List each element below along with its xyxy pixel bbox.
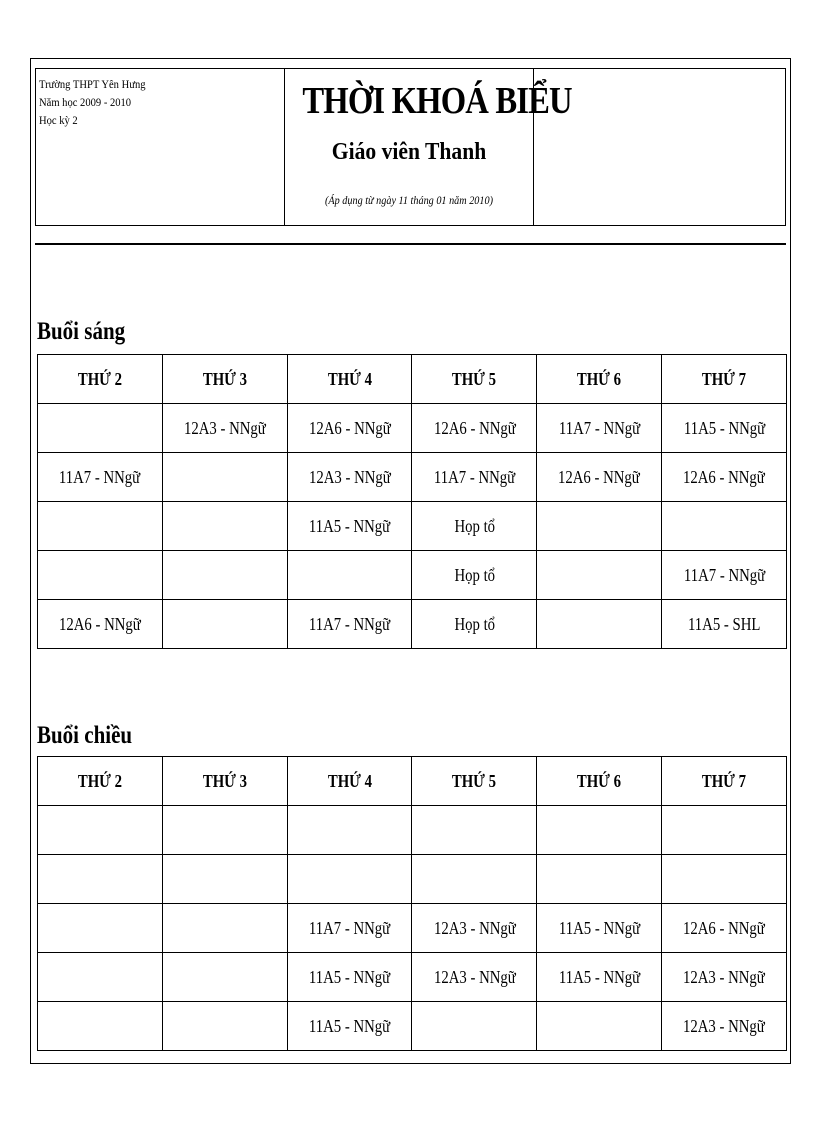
lesson-cell xyxy=(287,953,412,1002)
day-header xyxy=(537,757,662,806)
lesson-label: 12A6 - NNgữ xyxy=(433,417,516,438)
day-header xyxy=(162,757,287,806)
document-header xyxy=(35,68,786,226)
lesson-cell xyxy=(537,806,662,855)
lesson-cell xyxy=(38,600,163,649)
lesson-cell xyxy=(412,1002,537,1051)
lesson-cell xyxy=(662,600,787,649)
lesson-cell xyxy=(287,600,412,649)
school-year: Năm học 2009 - 2010 xyxy=(39,95,132,109)
lesson-cell xyxy=(662,806,787,855)
lesson-label: 11A5 - NNgữ xyxy=(308,966,391,987)
table-row xyxy=(38,1002,787,1051)
day-header xyxy=(537,355,662,404)
lesson-cell xyxy=(162,1002,287,1051)
lesson-cell xyxy=(162,404,287,453)
day-label: THỨ 6 xyxy=(577,368,622,389)
afternoon-header-row xyxy=(38,757,787,806)
lesson-cell xyxy=(162,904,287,953)
table-row xyxy=(38,453,787,502)
title-block xyxy=(285,69,572,225)
lesson-cell xyxy=(412,551,537,600)
day-header xyxy=(38,355,163,404)
lesson-cell xyxy=(662,404,787,453)
lesson-label: 11A7 - NNgữ xyxy=(308,917,391,938)
lesson-label: 11A5 - NNgữ xyxy=(558,917,640,938)
day-label: THỨ 6 xyxy=(577,770,622,791)
table-row xyxy=(38,600,787,649)
morning-section-title: Buổi sáng xyxy=(37,318,126,345)
lesson-label: 11A7 - NNgữ xyxy=(308,613,391,634)
lesson-cell xyxy=(412,904,537,953)
lesson-label: 12A3 - NNgữ xyxy=(183,417,266,438)
lesson-label: 11A7 - NNgữ xyxy=(683,564,765,585)
lesson-cell xyxy=(38,502,163,551)
day-label: THỨ 2 xyxy=(77,368,122,389)
lesson-cell xyxy=(287,551,412,600)
day-header xyxy=(412,757,537,806)
lesson-cell xyxy=(537,551,662,600)
afternoon-section-title: Buổi chiều xyxy=(37,722,133,749)
lesson-label: 12A6 - NNgữ xyxy=(308,417,391,438)
lesson-label: 12A6 - NNgữ xyxy=(683,466,765,487)
lesson-cell xyxy=(287,855,412,904)
day-header xyxy=(38,757,163,806)
lesson-cell xyxy=(662,855,787,904)
school-info xyxy=(36,69,285,225)
lesson-cell xyxy=(38,453,163,502)
table-row xyxy=(38,502,787,551)
day-label: THỨ 4 xyxy=(327,770,372,791)
day-label: THỨ 4 xyxy=(327,368,372,389)
lesson-cell xyxy=(412,806,537,855)
lesson-cell xyxy=(287,453,412,502)
day-label: THỨ 2 xyxy=(77,770,122,791)
day-label: THỨ 3 xyxy=(202,770,247,791)
day-label: THỨ 7 xyxy=(701,368,747,389)
lesson-label: 11A7 - NNgữ xyxy=(433,466,516,487)
lesson-cell xyxy=(537,855,662,904)
lesson-cell xyxy=(38,1002,163,1051)
day-label: THỨ 5 xyxy=(452,770,497,791)
lesson-cell xyxy=(287,806,412,855)
day-header xyxy=(412,355,537,404)
afternoon-timetable xyxy=(37,756,787,1051)
morning-timetable xyxy=(37,354,787,649)
lesson-cell xyxy=(537,453,662,502)
day-label: THỨ 5 xyxy=(452,368,497,389)
lesson-cell xyxy=(287,1002,412,1051)
lesson-cell xyxy=(287,904,412,953)
document-title: THỜI KHOÁ BIỂU xyxy=(302,80,572,122)
lesson-cell xyxy=(287,404,412,453)
lesson-cell xyxy=(662,953,787,1002)
header-empty-cell xyxy=(534,69,785,225)
table-row xyxy=(38,953,787,1002)
lesson-label: 12A3 - NNgữ xyxy=(683,1015,765,1036)
table-row xyxy=(38,551,787,600)
lesson-cell xyxy=(662,502,787,551)
day-header xyxy=(662,757,787,806)
lesson-cell xyxy=(38,806,163,855)
lesson-cell xyxy=(537,502,662,551)
lesson-cell xyxy=(162,855,287,904)
lesson-cell xyxy=(162,502,287,551)
lesson-label: 11A5 - SHL xyxy=(687,613,761,634)
effective-date: (Áp dụng từ ngày 11 tháng 01 năm 2010) xyxy=(324,193,493,207)
lesson-label: 12A3 - NNgữ xyxy=(308,466,391,487)
table-row xyxy=(38,404,787,453)
lesson-cell xyxy=(537,600,662,649)
lesson-cell xyxy=(162,806,287,855)
table-row xyxy=(38,806,787,855)
lesson-cell xyxy=(162,551,287,600)
lesson-label: Họp tổ xyxy=(454,564,495,585)
day-label: THỨ 7 xyxy=(701,770,747,791)
lesson-label: 12A6 - NNgữ xyxy=(683,917,765,938)
lesson-label: 11A7 - NNgữ xyxy=(558,417,640,438)
lesson-cell xyxy=(412,600,537,649)
lesson-cell xyxy=(38,551,163,600)
lesson-label: 11A7 - NNgữ xyxy=(59,466,141,487)
lesson-label: 11A5 - NNgữ xyxy=(558,966,640,987)
lesson-cell xyxy=(162,953,287,1002)
day-header xyxy=(287,355,412,404)
lesson-cell xyxy=(537,404,662,453)
lesson-cell xyxy=(412,453,537,502)
lesson-cell xyxy=(662,453,787,502)
lesson-cell xyxy=(38,855,163,904)
lesson-label: 12A3 - NNgữ xyxy=(433,917,516,938)
lesson-label: 12A6 - NNgữ xyxy=(59,613,141,634)
lesson-cell xyxy=(537,953,662,1002)
lesson-cell xyxy=(412,404,537,453)
lesson-label: Họp tổ xyxy=(454,515,495,536)
day-header xyxy=(287,757,412,806)
lesson-cell xyxy=(162,600,287,649)
lesson-cell xyxy=(38,904,163,953)
lesson-cell xyxy=(412,502,537,551)
lesson-cell xyxy=(537,904,662,953)
divider xyxy=(35,243,786,245)
lesson-cell xyxy=(287,502,412,551)
day-label: THỨ 3 xyxy=(202,368,247,389)
lesson-cell xyxy=(162,453,287,502)
lesson-cell xyxy=(662,551,787,600)
lesson-label: 12A3 - NNgữ xyxy=(433,966,516,987)
lesson-label: 11A5 - NNgữ xyxy=(683,417,765,438)
morning-header-row xyxy=(38,355,787,404)
lesson-label: 11A5 - NNgữ xyxy=(308,1015,391,1036)
table-row xyxy=(38,855,787,904)
school-term: Học kỳ 2 xyxy=(39,113,78,127)
lesson-label: 12A3 - NNgữ xyxy=(683,966,765,987)
day-header xyxy=(162,355,287,404)
lesson-cell xyxy=(412,953,537,1002)
day-header xyxy=(662,355,787,404)
lesson-cell xyxy=(662,1002,787,1051)
table-row xyxy=(38,904,787,953)
lesson-cell xyxy=(38,404,163,453)
lesson-label: 11A5 - NNgữ xyxy=(308,515,391,536)
lesson-cell xyxy=(412,855,537,904)
teacher-name: Giáo viên Thanh xyxy=(331,139,487,165)
lesson-label: 12A6 - NNgữ xyxy=(558,466,641,487)
lesson-cell xyxy=(38,953,163,1002)
lesson-cell xyxy=(537,1002,662,1051)
school-name: Trường THPT Yên Hưng xyxy=(39,77,146,91)
lesson-label: Họp tổ xyxy=(454,613,495,634)
lesson-cell xyxy=(662,904,787,953)
